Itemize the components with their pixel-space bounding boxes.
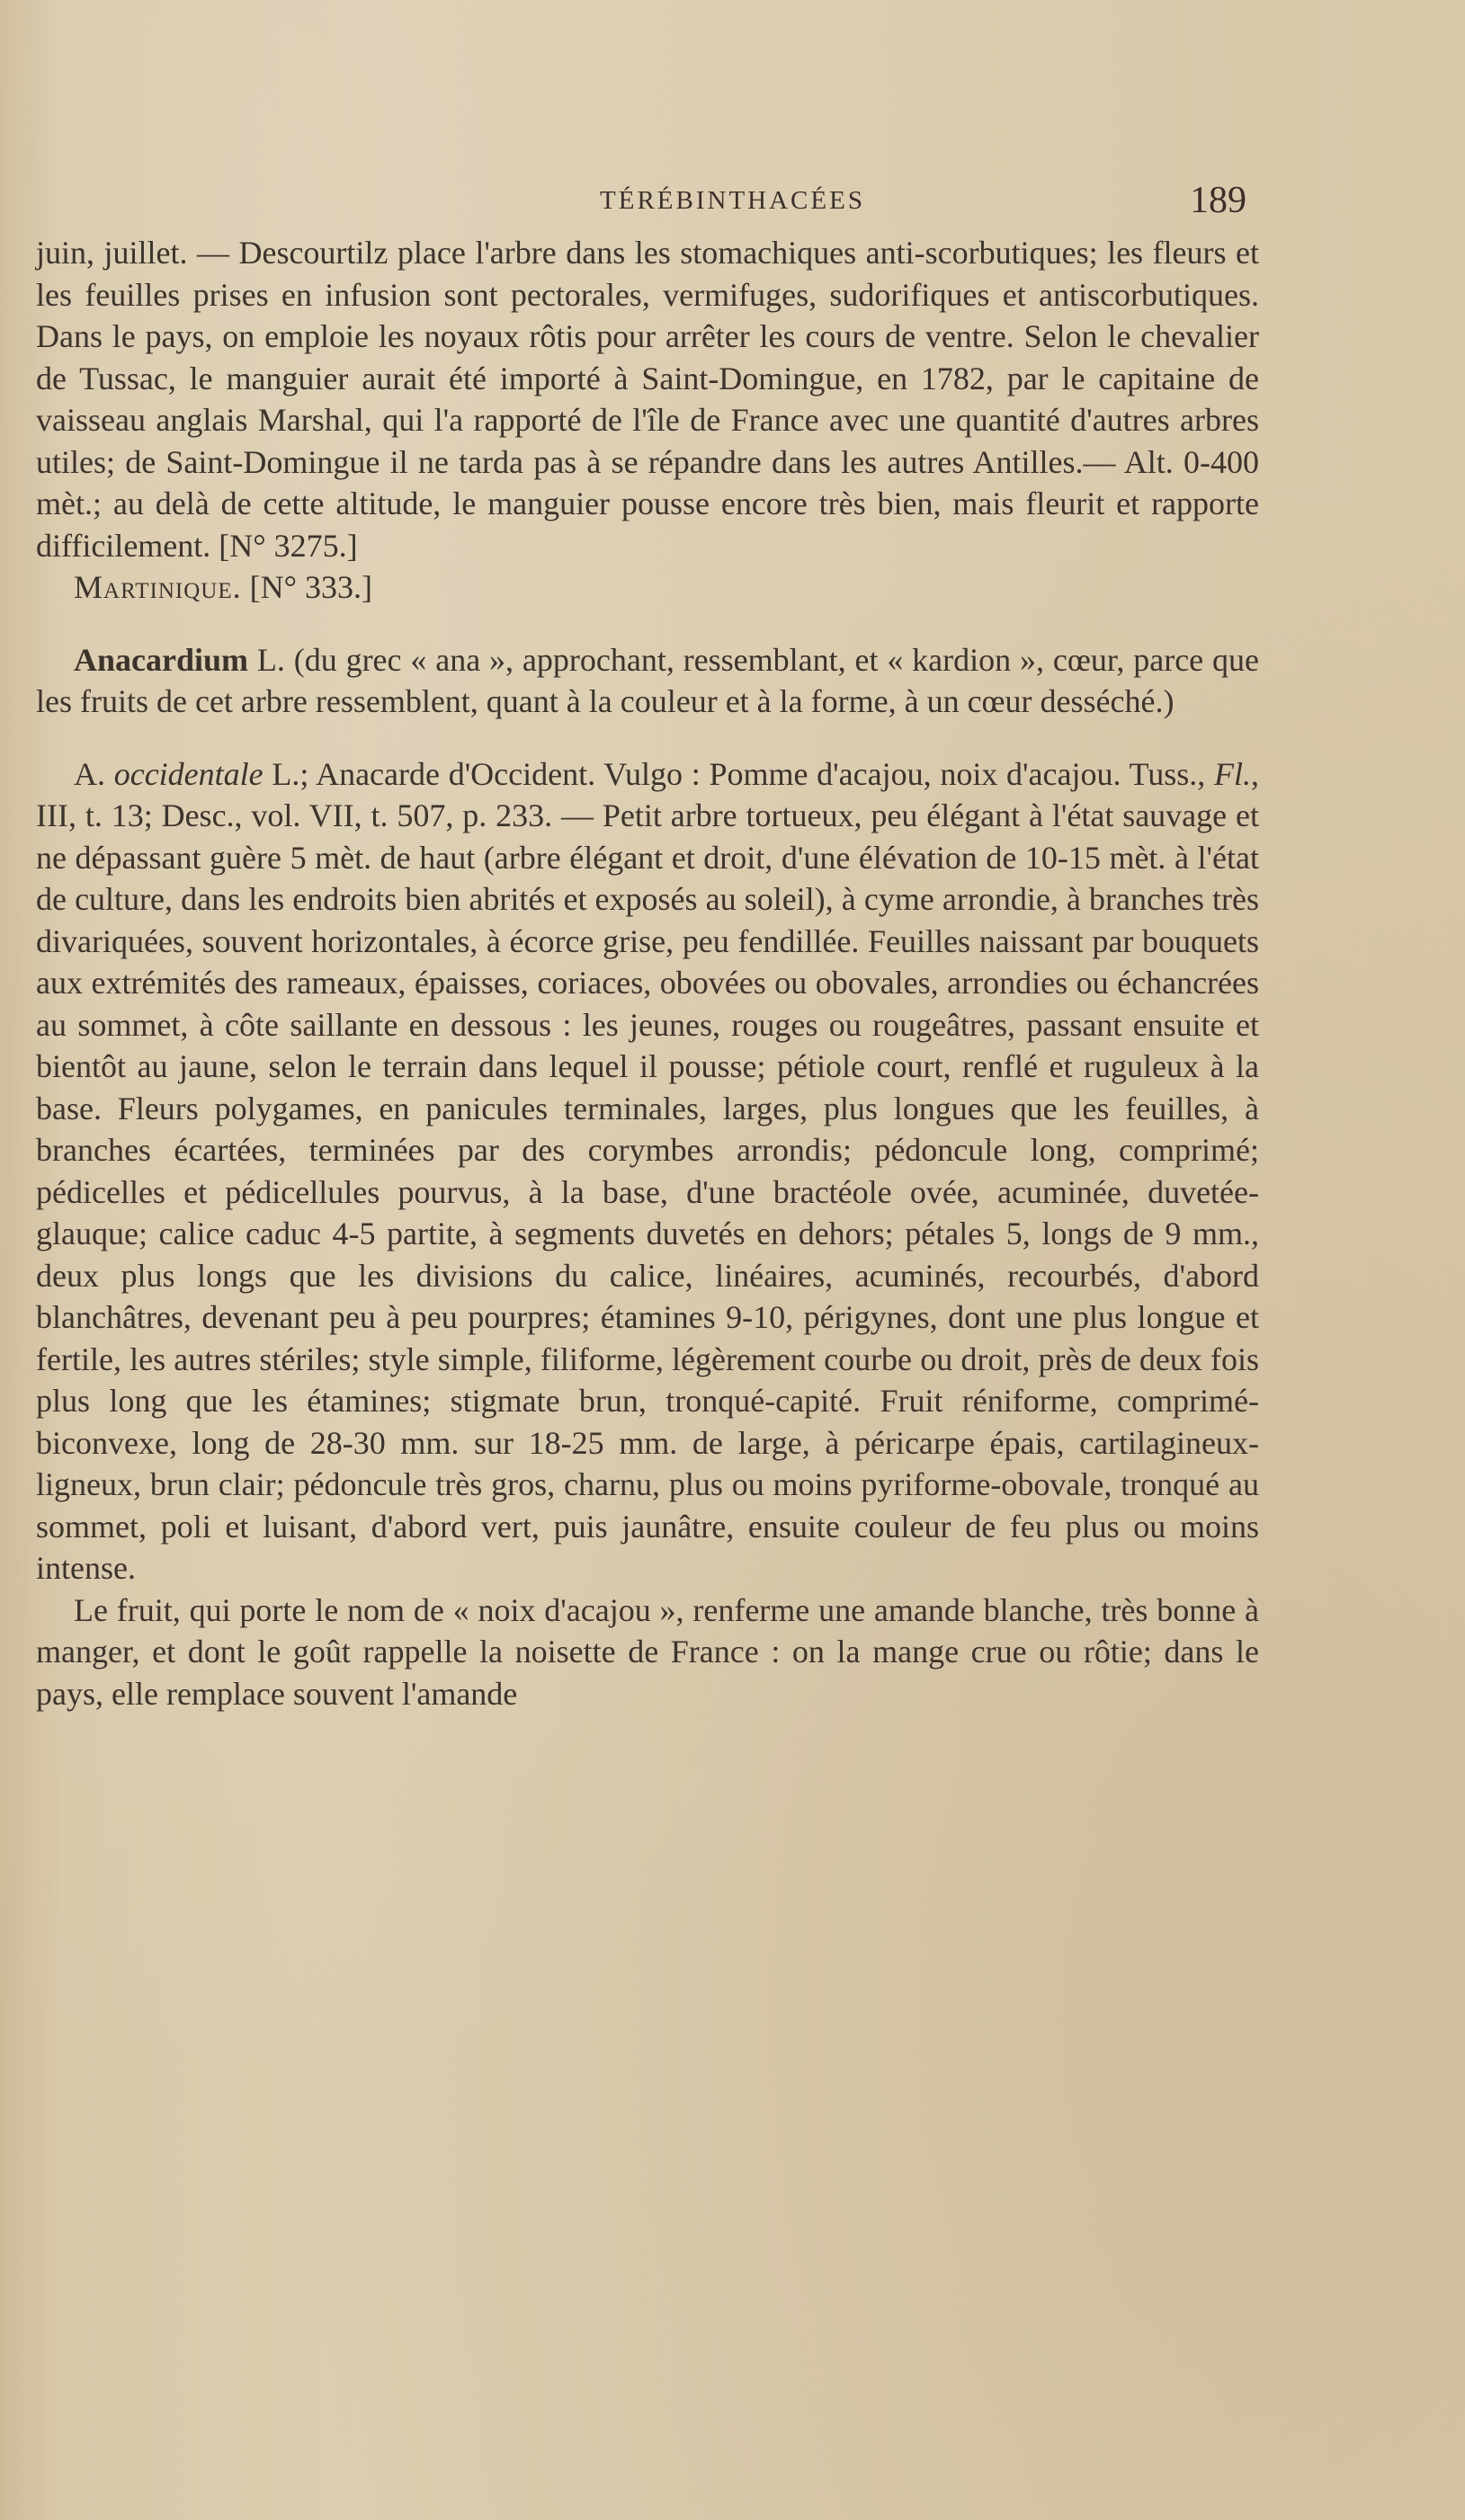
page-number: 189 — [1190, 180, 1246, 221]
running-head — [0, 180, 1465, 221]
species-flora-ref: Fl. — [1214, 755, 1251, 792]
paragraph-locality — [36, 566, 1259, 609]
species-genus-abbrev: A. — [74, 755, 114, 792]
species-text-a: L.; Anacarde d'Occident. Vulgo : Pomme d'acajou, noix d'acajou. Tuss., — [263, 755, 1214, 792]
species-text-b: , III, t. 13; Desc., vol. VII, t. 507, p. 233. — Petit arbre tortueux, peu élégant à l'état sauvage et ne dépassant guère 5 mèt. de haut (arbre élégant et droit, d'une élévation de 10-15 mèt. à l'état de culture, dans les endroits bien abrités et exposés au soleil), à cyme arrondie, à branches très divariquées, souvent horizontales, à écorce grise, peu fendillée. Feuilles naissant par bouquets aux extrémités des rameaux, épaisses, coriaces, obovées ou obovales, arrondies ou échancrées au sommet, à côte saillante en dessous : les jeunes, rouges ou rougeâtres, passant ensuite et bientôt au jaune, selon le terrain dans lequel il pousse; pétiole court, renflé et ruguleux à la base. Fleurs polygames, en panicules terminales, larges, plus longues que les feuilles, à branches écartées, terminées par des corymbes arrondis; pédoncule long, comprimé; pédicelles et pédicellules pourvus, à la base, d'une bractéole ovée, acuminée, duvetée-glauque; calice caduc 4-5 partite, à segments duvetés en dehors; pétales 5, longs de 9 mm., deux plus longs que les divisions du calice, linéaires, acuminés, recourbés, d'abord blanchâtres, devenant peu à peu pourpres; étamines 9-10, périgynes, dont une plus longue et fertile, les autres stériles; style simple, filiforme, légèrement courbe ou droit, près de deux fois plus long que les étamines; stigmate brun, tronqué-capité. Fruit réniforme, comprimé-biconvexe, long de 28-30 mm. sur 18-25 mm. de large, à péricarpe épais, cartilagineux-ligneux, brun clair; pédoncule très gros, charnu, plus ou moins pyriforme-obovale, tronqué au sommet, poli et luisant, d'abord vert, puis jaunâtre, ensuite couleur de feu plus ou moins intense. — [36, 755, 1259, 1586]
running-title: TÉRÉBINTHACÉES — [600, 186, 865, 215]
body-text — [36, 232, 1259, 1714]
paragraph-species — [36, 753, 1259, 1589]
locality-label: Martinique. — [74, 569, 242, 605]
paragraph-genus — [36, 639, 1259, 723]
genus-description: L. (du grec « ana », approchant, ressemblant, et « kardion », cœur, parce que les fruits de cet arbre ressemblent, quant à la couleur et à la forme, à un cœur desséché.) — [36, 641, 1259, 719]
paragraph-fruit: Le fruit, qui porte le nom de « noix d'acajou », renferme une amande blanche, très bonne à manger, et dont le goût rappelle la noisette de France : on la mange crue ou rôtie; dans le pays, elle remplace souvent l'amande — [36, 1591, 1259, 1712]
species-epithet: occidentale — [113, 755, 264, 792]
locality-number: [N° 333.] — [241, 569, 372, 605]
paragraph-continuation: juin, juillet. — Descourtilz place l'arbre dans les stomachiques anti-scorbutiques; les fleurs et les feuilles prises en infusion sont pectorales, vermifuges, sudorifiques et antiscorbutiques. Dans le pays, on emploie les noyaux rôtis pour arrêter les cours de ventre. Selon le chevalier de Tussac, le manguier aurait été importé à Saint-Domingue, en 1782, par le capitaine de vaisseau anglais Marshal, qui l'a rapporté de l'île de France avec une quantité d'autres arbres utiles; de Saint-Domingue il ne tarda pas à se répandre dans les autres Antilles.— Alt. 0-400 mèt.; au delà de cette altitude, le manguier pousse encore très bien, mais fleurit et rapporte difficilement. [N° 3275.] — [36, 235, 1259, 564]
genus-name: Anacardium — [74, 641, 249, 678]
